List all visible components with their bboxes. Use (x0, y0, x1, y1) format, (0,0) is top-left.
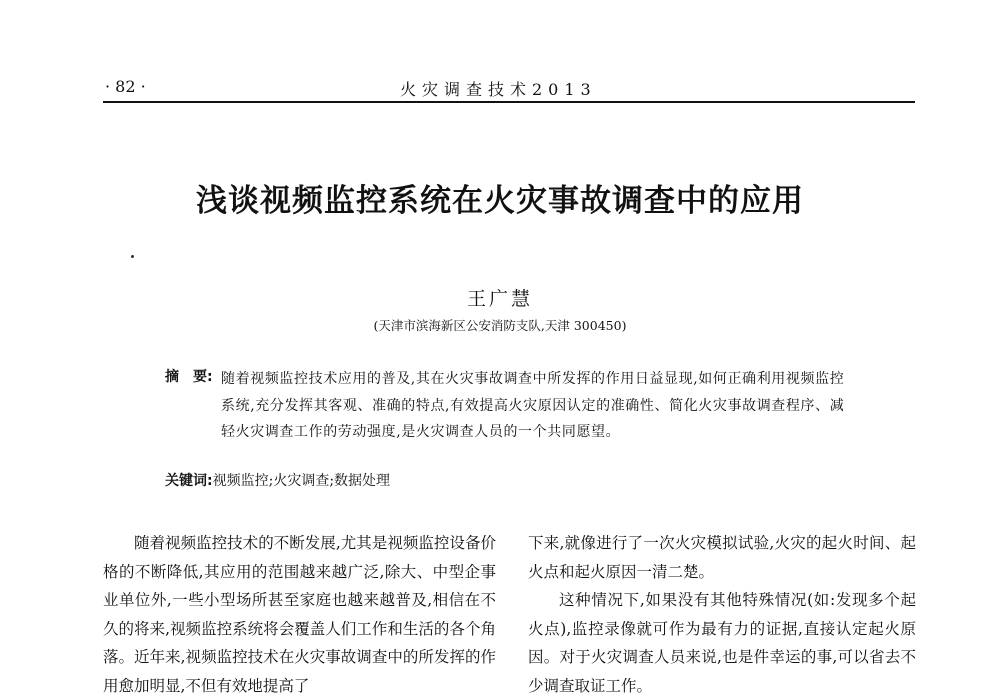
article-title: 浅谈视频监控系统在火灾事故调查中的应用 (196, 183, 804, 219)
body-paragraph: 随着视频监控技术的不断发展,尤其是视频监控设备价格的不断降低,其应用的范围越来越广泛,除大、中型企事业单位外,一些小型场所甚至家庭也越来越普及,相信在不久的将来,视频监控系统将会覆盖人们工作和生活的各个角落。近年来,视频监控技术在火灾事故调查中的所发挥的作用愈加明显,不但有效地提高了 (103, 534, 496, 695)
stray-dot (131, 255, 134, 258)
page-number: · 82 · (105, 77, 146, 96)
running-title: 火灾调查技术2013 (400, 80, 597, 99)
affiliation: (天津市滨海新区公安消防支队,天津 300450) (373, 318, 627, 333)
body-paragraph: 下来,就像进行了一次火灾模拟试验,火灾的起火时间、起火点和起火原因一清二楚。 (528, 534, 916, 581)
abstract-text: 随着视频监控技术应用的普及,其在火灾事故调查中所发挥的作用日益显现,如何正确利用视频监控系统,充分发挥其客观、准确的特点,有效提高火灾原因认定的准确性、简化火灾事故调查程序、减轻火灾调查工作的劳动强度,是火灾调查人员的一个共同愿望。 (221, 371, 845, 440)
body-right-column (528, 529, 916, 700)
abstract-label (165, 366, 213, 386)
body-paragraph: 这种情况下,如果没有其他特殊情况(如:发现多个起火点),监控录像就可作为最有力的证据,直接认定起火原因。对于火灾调查人员来说,也是件幸运的事,可以省去不少调查取证工作。 (528, 591, 916, 695)
abstract-label-right: 要: (193, 369, 213, 385)
header-rule (103, 101, 915, 103)
keywords (165, 470, 390, 490)
body-left-column (103, 529, 496, 700)
keywords-list: 视频监控;火灾调查;数据处理 (212, 473, 391, 489)
author: 王广慧 (466, 288, 533, 310)
keywords-label: 关键词: (165, 473, 213, 489)
abstract-label-left: 摘 (165, 369, 179, 385)
